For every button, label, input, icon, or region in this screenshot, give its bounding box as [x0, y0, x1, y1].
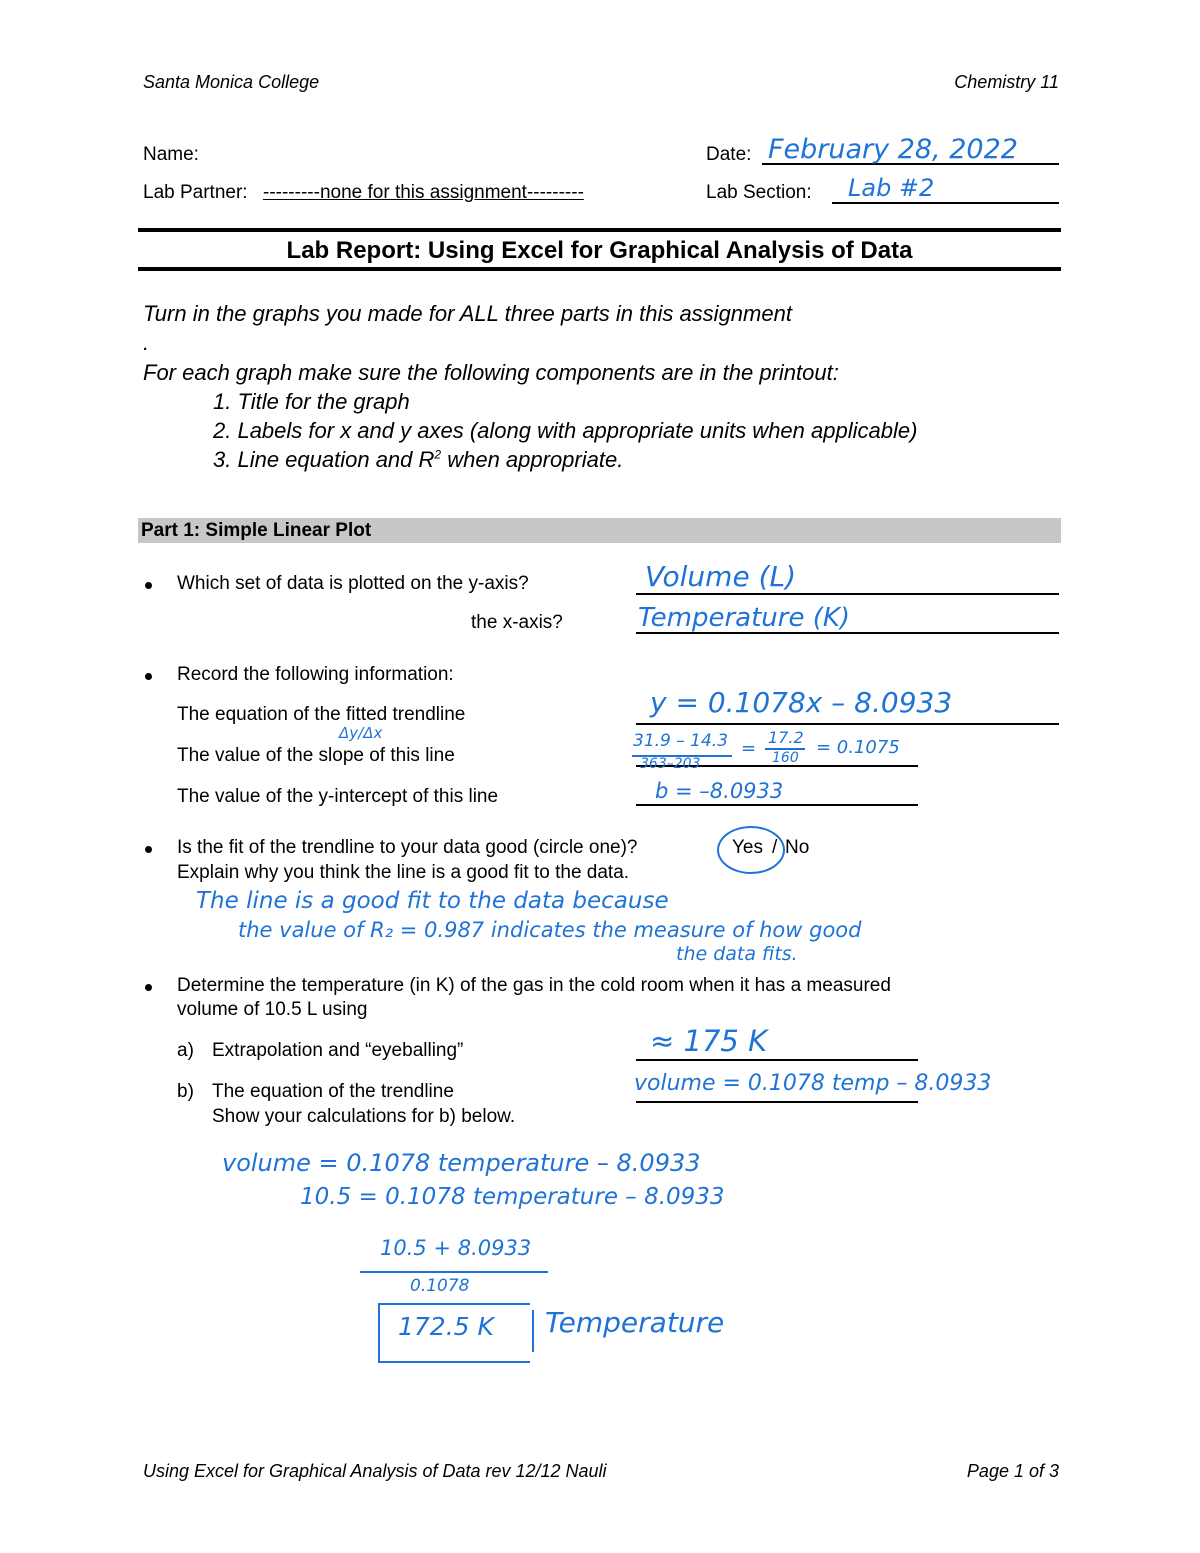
section-value: Lab #2: [848, 174, 935, 202]
calc-result-label: Temperature: [545, 1306, 725, 1339]
answer-y-axis: Volume (L): [645, 560, 797, 593]
calc-denominator: 0.1078: [410, 1276, 470, 1296]
answer-explain-1: The line is a good fit to the data because: [196, 888, 669, 914]
name-label: Name:: [143, 144, 199, 165]
calc-result-bracket: [532, 1310, 534, 1352]
answer-equation-line: [636, 723, 1059, 725]
question-explain: Explain why you think the line is a good fit to the data.: [177, 862, 630, 883]
title-rule-bottom: [138, 267, 1061, 271]
calc-result: 172.5 K: [398, 1312, 494, 1341]
question-equation: The equation of the fitted trendline: [177, 704, 466, 725]
calc-fraction-bar: [360, 1271, 548, 1273]
question-intercept: The value of the y-intercept of this line: [177, 786, 499, 807]
question-y-axis: Which set of data is plotted on the y-axis?: [177, 573, 529, 594]
calc-line-1: volume = 0.1078 temperature – 8.0933: [222, 1149, 701, 1177]
answer-slope-delta: Δy/Δx: [339, 724, 383, 742]
instruction-line-2: For each graph make sure the following components are in the printout:: [143, 360, 839, 385]
answer-y-axis-line: [636, 593, 1059, 595]
answer-intercept-line: [636, 804, 918, 806]
date-label: Date:: [706, 144, 752, 165]
instruction-item-1: 1. Title for the graph: [213, 389, 410, 414]
answer-b: volume = 0.1078 temp – 8.0933: [634, 1071, 992, 1096]
question-b-text: The equation of the trendline: [212, 1081, 454, 1102]
header-left: Santa Monica College: [143, 72, 320, 92]
partner-value: ---------none for this assignment---------: [263, 182, 584, 203]
answer-slope-den2: 160: [772, 750, 799, 766]
answer-explain-2: the value of R₂ = 0.987 indicates the measure of how good: [238, 918, 862, 942]
answer-intercept: b = –8.0933: [655, 779, 784, 803]
answer-a: ≈ 175 K: [650, 1024, 768, 1058]
header-right: Chemistry 11: [954, 72, 1059, 92]
answer-equation: y = 0.1078x – 8.0933: [650, 686, 953, 719]
question-x-axis: the x-axis?: [471, 612, 563, 633]
footer-right: Page 1 of 3: [966, 1461, 1059, 1481]
question-b-marker: b): [177, 1081, 194, 1102]
instruction-item-3-text: 3. Line equation and R: [213, 447, 435, 472]
answer-slope-eq: =: [741, 738, 757, 759]
instruction-item-2: 2. Labels for x and y axes (along with appropriate units when applicable): [213, 418, 918, 443]
answer-a-line: [636, 1059, 918, 1061]
answer-slope-den: 363–203: [640, 756, 701, 772]
part1-heading: Part 1: Simple Linear Plot: [141, 520, 372, 541]
instruction-item-3: [213, 447, 623, 473]
instruction-item-3-sup: 2: [434, 447, 442, 462]
instruction-item-3-tail: when appropriate.: [441, 447, 624, 472]
answer-x-axis: Temperature (K): [638, 603, 851, 633]
answer-slope-num: 31.9 – 14.3: [633, 731, 729, 751]
question-temperature-2: volume of 10.5 L using: [177, 999, 368, 1020]
question-record: Record the following information:: [177, 664, 454, 685]
answer-slope-num2: 17.2: [768, 728, 804, 747]
partner-label: Lab Partner:: [143, 182, 248, 203]
answer-explain-3: the data fits.: [676, 943, 798, 965]
question-a-text: Extrapolation and “eyeballing”: [212, 1040, 464, 1061]
fit-sep: /: [772, 837, 778, 858]
date-value: February 28, 2022: [768, 134, 1018, 165]
section-label: Lab Section:: [706, 182, 812, 203]
instruction-line-1: Turn in the graphs you made for ALL three parts in this assignment: [143, 301, 792, 326]
question-a-marker: a): [177, 1040, 194, 1061]
footer-left: Using Excel for Graphical Analysis of Data rev 12/12 Nauli: [143, 1461, 607, 1481]
bullet-temperature: [145, 984, 152, 991]
title-rule-top: [138, 228, 1061, 232]
section-underline: [832, 202, 1059, 204]
question-slope: The value of the slope of this line: [177, 745, 455, 766]
bullet-record: [145, 673, 152, 680]
calc-line-2: 10.5 = 0.1078 temperature – 8.0933: [300, 1184, 725, 1210]
fit-yes: Yes: [732, 837, 763, 858]
question-fit: Is the fit of the trendline to your data good (circle one)?: [177, 837, 638, 858]
page-title: Lab Report: Using Excel for Graphical Analysis of Data: [286, 237, 913, 264]
bullet-fit: [145, 846, 152, 853]
answer-slope-result: = 0.1075: [816, 737, 900, 758]
bullet-y-axis: [145, 582, 152, 589]
calc-numerator: 10.5 + 8.0933: [380, 1236, 532, 1260]
fit-no: No: [785, 837, 810, 858]
instruction-dot: .: [143, 330, 150, 355]
question-temperature-1: Determine the temperature (in K) of the gas in the cold room when it has a measured: [177, 975, 891, 996]
question-b-text-2: Show your calculations for b) below.: [212, 1106, 516, 1127]
answer-b-line: [636, 1101, 918, 1103]
